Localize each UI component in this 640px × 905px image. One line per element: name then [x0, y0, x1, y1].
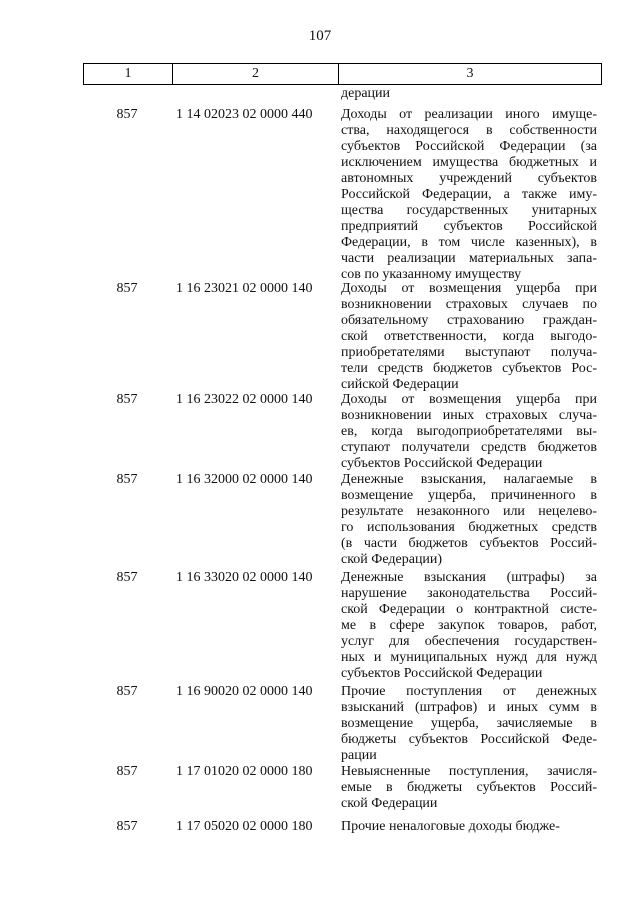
page-number: 107: [308, 28, 332, 44]
description-line: ступают получатели средств бюджетов: [341, 440, 597, 455]
admin-code-cell: 857: [116, 819, 138, 834]
description-line: Прочие поступления от денежных: [341, 684, 597, 699]
admin-code-cell: 857: [116, 764, 138, 779]
description-line: возникновении иных страховых случа-: [341, 408, 597, 423]
description-line: субъектов Российской Федерации (за: [341, 139, 597, 154]
description-line: Доходы от реализации иного имуще-: [341, 107, 597, 122]
description-line: автономных учреждений субъектов: [341, 171, 597, 186]
description-line: ства, находящегося в собственности: [341, 123, 597, 138]
description-line: рации: [341, 748, 377, 763]
description-line: субъектов Российской Федерации: [341, 456, 543, 471]
description-cell: [341, 472, 597, 568]
admin-code-cell: 857: [116, 392, 138, 407]
admin-code-cell: 857: [116, 281, 138, 296]
description-cell: [341, 819, 597, 835]
description-line: го использования бюджетных средств: [341, 520, 597, 535]
description-line: возникновении страховых случаев по: [341, 297, 597, 312]
budget-code-cell: 1 16 90020 02 0000 140: [176, 684, 313, 699]
header-col-2: 2: [173, 64, 339, 85]
description-line: ской Федерации о контрактной систе-: [341, 602, 597, 617]
description-line: тели средств бюджетов субъектов Рос-: [341, 361, 597, 376]
description-cell: [341, 392, 597, 472]
budget-code-cell: 1 16 32000 02 0000 140: [176, 472, 313, 487]
budget-code-cell: 1 16 33020 02 0000 140: [176, 570, 313, 585]
description-line: ской Федерации: [341, 796, 438, 811]
description-line: ных и муниципальных нужд для нужд: [341, 650, 597, 665]
description-line: Российской Федерации, а также иму-: [341, 187, 597, 202]
description-line: Денежные взыскания (штрафы) за: [341, 570, 597, 585]
description-line: емые в бюджеты субъектов Россий-: [341, 780, 597, 795]
table-header: [83, 63, 602, 85]
description-line: приобретателями выступают получа-: [341, 345, 597, 360]
budget-code-cell: 1 16 23021 02 0000 140: [176, 281, 313, 296]
description-cell: [341, 570, 597, 682]
description-line: результате незаконного или нецелево-: [341, 504, 597, 519]
description-line: Прочие неналоговые доходы бюдже-: [341, 819, 560, 834]
description-line: услуг для обеспечения государствен-: [341, 634, 597, 649]
description-line: щества государственных унитарных: [341, 203, 597, 218]
description-line: (в части бюджетов субъектов Россий-: [341, 536, 597, 551]
description-line: возмещение ущерба, зачисляемые в: [341, 716, 597, 731]
description-line: ской ответственности, когда выгодо-: [341, 329, 597, 344]
description-cell: [341, 281, 597, 393]
description-cell: [341, 764, 597, 812]
budget-code-cell: 1 16 23022 02 0000 140: [176, 392, 313, 407]
description-line: сийской Федерации: [341, 377, 459, 392]
description-line: Доходы от возмещения ущерба при: [341, 392, 597, 407]
description-line: ской Федерации): [341, 552, 443, 567]
description-line: части реализации материальных запа-: [341, 251, 597, 266]
description-line: Невыясненные поступления, зачисля-: [341, 764, 597, 779]
header-col-3: 3: [339, 64, 602, 85]
description-line: предприятий субъектов Российской: [341, 219, 597, 234]
description-line: ме в сфере закупок товаров, работ,: [341, 618, 597, 633]
header-col-1: 1: [84, 64, 173, 85]
description-cell: [341, 107, 597, 283]
description-line: бюджеты субъектов Российской Феде-: [341, 732, 597, 747]
description-line: субъектов Российской Федерации: [341, 666, 543, 681]
description-line: возмещение ущерба, причиненного в: [341, 488, 597, 503]
admin-code-cell: 857: [116, 107, 138, 122]
admin-code-cell: 857: [116, 472, 138, 487]
description-line: исключением имущества бюджетных и: [341, 155, 597, 170]
description-line: сов по указанному имуществу: [341, 267, 522, 282]
description-line: обязательному страхованию граждан-: [341, 313, 597, 328]
continuation-text: дерации: [341, 86, 391, 101]
admin-code-cell: 857: [116, 570, 138, 585]
description-line: ев, когда выгодоприобретателями вы-: [341, 424, 597, 439]
budget-code-cell: 1 14 02023 02 0000 440: [176, 107, 313, 122]
description-cell: [341, 684, 597, 764]
budget-code-cell: 1 17 05020 02 0000 180: [176, 819, 313, 834]
description-line: Денежные взыскания, налагаемые в: [341, 472, 597, 487]
budget-code-cell: 1 17 01020 02 0000 180: [176, 764, 313, 779]
description-line: нарушение законодательства Россий-: [341, 586, 597, 601]
description-line: Доходы от возмещения ущерба при: [341, 281, 597, 296]
description-line: взысканий (штрафов) и иных сумм в: [341, 700, 597, 715]
description-line: Федерации, в том числе казенных), в: [341, 235, 597, 250]
admin-code-cell: 857: [116, 684, 138, 699]
